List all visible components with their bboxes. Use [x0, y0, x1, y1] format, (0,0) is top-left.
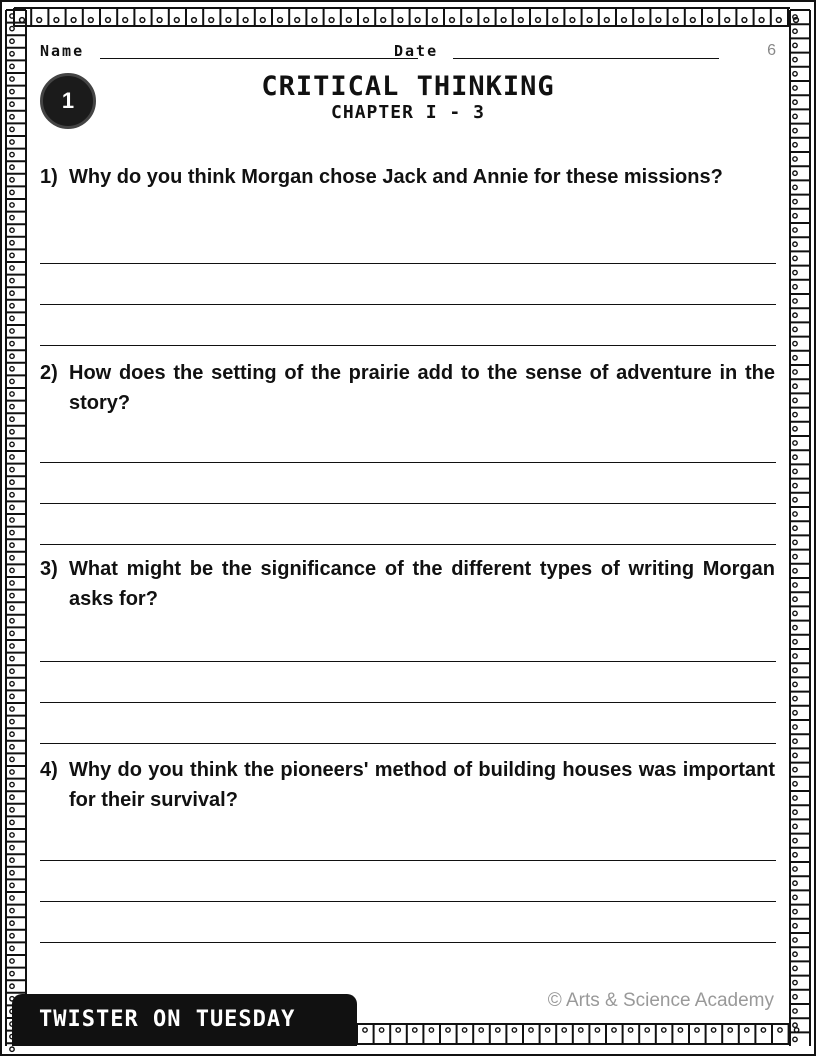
answer-line[interactable]	[40, 503, 776, 504]
date-field[interactable]	[453, 58, 719, 59]
question-4	[40, 755, 775, 815]
name-field[interactable]	[100, 58, 418, 59]
worksheet-title-block	[0, 71, 816, 123]
worksheet-subtitle: CHAPTER I - 3	[331, 102, 485, 123]
book-title: TWISTER ON TUESDAY	[39, 1007, 296, 1032]
worksheet-title: CRITICAL THINKING	[261, 71, 555, 102]
question-text: What might be the significance of the different types of writing Morgan asks for?	[69, 558, 775, 610]
answer-line[interactable]	[40, 860, 776, 861]
question-text: Why do you think the pioneers' method of building houses was important for their survival?	[69, 759, 775, 811]
section-number-badge: 1	[40, 73, 96, 129]
book-title-banner	[12, 994, 357, 1046]
name-date-header	[40, 40, 776, 62]
page-number: 6	[767, 42, 776, 59]
question-1	[40, 162, 775, 192]
answer-line[interactable]	[40, 345, 776, 346]
answer-line[interactable]	[40, 304, 776, 305]
answer-line[interactable]	[40, 462, 776, 463]
question-number: 4)	[40, 759, 58, 781]
question-number: 1)	[40, 166, 58, 188]
answer-line[interactable]	[40, 942, 776, 943]
question-number: 3)	[40, 558, 58, 580]
answer-line[interactable]	[40, 661, 776, 662]
name-label: Name	[40, 42, 85, 60]
answer-line[interactable]	[40, 901, 776, 902]
copyright-text: © Arts & Science Academy	[547, 990, 774, 1011]
answer-line[interactable]	[40, 702, 776, 703]
date-label: Date	[394, 42, 439, 60]
question-text: Why do you think Morgan chose Jack and Annie for these missions?	[69, 166, 723, 188]
question-2	[40, 358, 775, 418]
answer-line[interactable]	[40, 263, 776, 264]
question-3	[40, 554, 775, 614]
question-text: How does the setting of the prairie add to the sense of adventure in the story?	[69, 362, 775, 414]
answer-line[interactable]	[40, 544, 776, 545]
question-number: 2)	[40, 362, 58, 384]
answer-line[interactable]	[40, 743, 776, 744]
